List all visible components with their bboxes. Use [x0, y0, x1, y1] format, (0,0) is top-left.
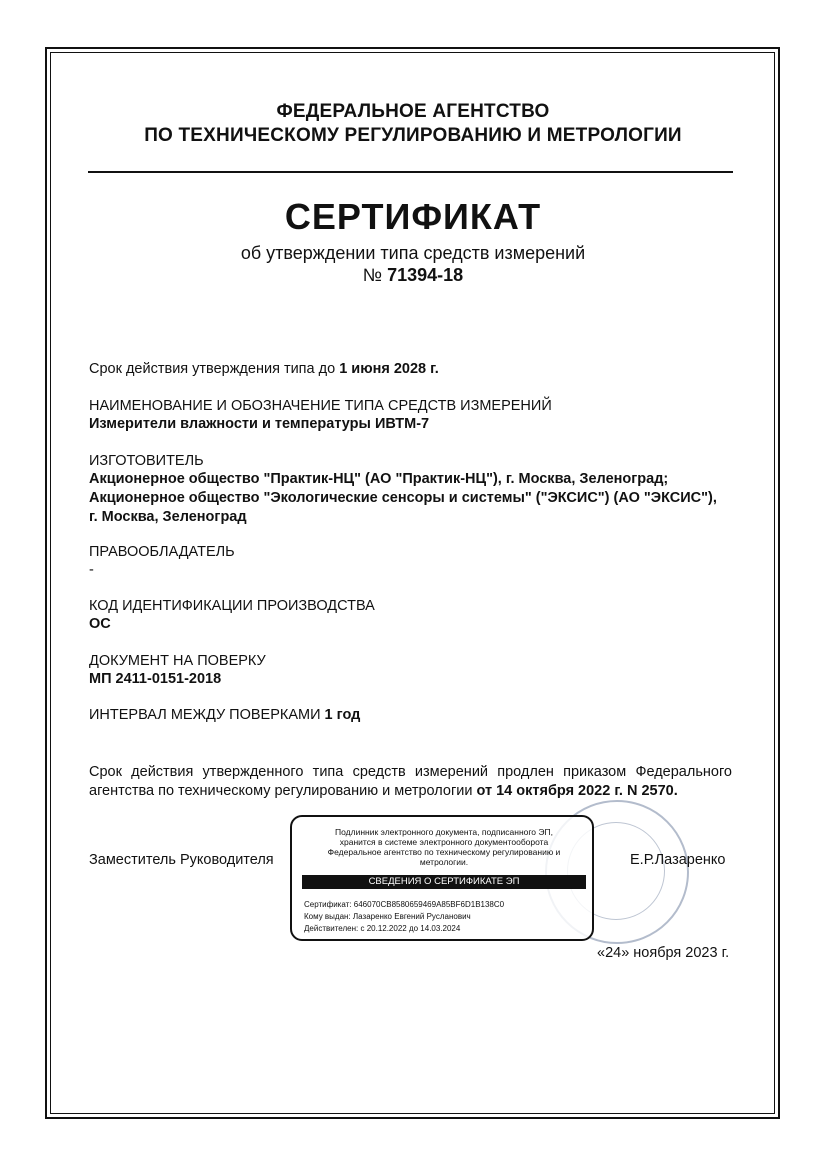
- certificate-subtitle: об утверждении типа средств измерений: [240, 243, 586, 263]
- number-prefix: №: [362, 265, 388, 285]
- manufacturer-line: Акционерное общество "Практик-НЦ" (АО "Практик-НЦ"), г. Москва, Зеленоград;: [89, 471, 669, 487]
- ep-note-line: Федеральное агентство по техническому регулированию и: [327, 847, 561, 857]
- production-code-value: ОС: [89, 616, 111, 632]
- manufacturer-line: г. Москва, Зеленоград: [89, 509, 247, 525]
- interval-label: ИНТЕРВАЛ МЕЖДУ ПОВЕРКАМИ: [89, 707, 325, 723]
- rights-holder-heading: ПРАВООБЛАДАТЕЛЬ: [89, 544, 235, 560]
- agency-name-line2: ПО ТЕХНИЧЕСКОМУ РЕГУЛИРОВАНИЮ И МЕТРОЛОГИИ: [144, 125, 682, 146]
- manufacturer-heading: ИЗГОТОВИТЕЛЬ: [89, 453, 204, 469]
- rights-holder-value: -: [89, 562, 94, 578]
- ep-note-line: Подлинник электронного документа, подписанного ЭП,: [335, 827, 553, 837]
- certificate-number: [0, 265, 826, 286]
- production-code-heading: КОД ИДЕНТИФИКАЦИИ ПРОИЗВОДСТВА: [89, 598, 375, 614]
- ep-issued-to-value: Лазаренко Евгений Русланович: [352, 912, 471, 921]
- instrument-heading: НАИМЕНОВАНИЕ И ОБОЗНАЧЕНИЕ ТИПА СРЕДСТВ ИЗМЕРЕНИЙ: [89, 398, 552, 414]
- signatory-name: Е.Р.Лазаренко: [630, 852, 726, 868]
- interval-line: [89, 707, 360, 723]
- instrument-value: Измерители влажности и температуры ИВТМ-7: [89, 416, 430, 432]
- signatory-role: Заместитель Руководителя: [89, 852, 274, 868]
- ep-valid-value: с 20.12.2022 до 14.03.2024: [360, 924, 461, 933]
- ep-signature-stamp: [290, 815, 594, 941]
- certificate-title: СЕРТИФИКАТ: [284, 196, 542, 237]
- ep-valid: [304, 924, 460, 933]
- signature-date: «24» ноября 2023 г.: [597, 945, 730, 961]
- ep-note-line: метрологии.: [419, 857, 469, 867]
- agency-name-line1: ФЕДЕРАЛЬНОЕ АГЕНТСТВО: [276, 101, 550, 122]
- ep-header: СВЕДЕНИЯ О СЕРТИФИКАТЕ ЭП: [302, 875, 586, 889]
- interval-value: 1 год: [324, 707, 361, 723]
- ep-certificate-label: Сертификат:: [304, 900, 352, 909]
- extension-order: от 14 октября 2022 г. N 2570.: [476, 783, 678, 799]
- manufacturer-line: Акционерное общество "Экологические сенсоры и системы" ("ЭКСИС") (АО "ЭКСИС"),: [89, 490, 717, 506]
- number-value: 71394-18: [387, 265, 464, 285]
- ep-valid-label: Действителен:: [304, 924, 359, 933]
- extension-paragraph: [89, 763, 732, 801]
- validity-label: Срок действия утверждения типа до: [89, 361, 340, 377]
- ep-issued-to: [304, 912, 471, 921]
- validity-line: [89, 361, 439, 377]
- ep-certificate: [304, 900, 504, 909]
- verification-doc-value: МП 2411-0151-2018: [89, 671, 222, 687]
- ep-note: [302, 827, 586, 867]
- verification-doc-heading: ДОКУМЕНТ НА ПОВЕРКУ: [89, 653, 266, 669]
- ep-certificate-value: 646070CB8580659469A85BF6D1B138C0: [353, 900, 505, 909]
- ep-note-line: хранится в системе электронного документооборота: [339, 837, 549, 847]
- validity-value: 1 июня 2028 г.: [339, 361, 439, 377]
- extension-text: Срок действия утвержденного типа средств измерений продлен приказом Федерального агентства по техническому регулированию и метрологии: [89, 764, 732, 799]
- ep-issued-to-label: Кому выдан:: [304, 912, 351, 921]
- header-divider: [88, 171, 733, 173]
